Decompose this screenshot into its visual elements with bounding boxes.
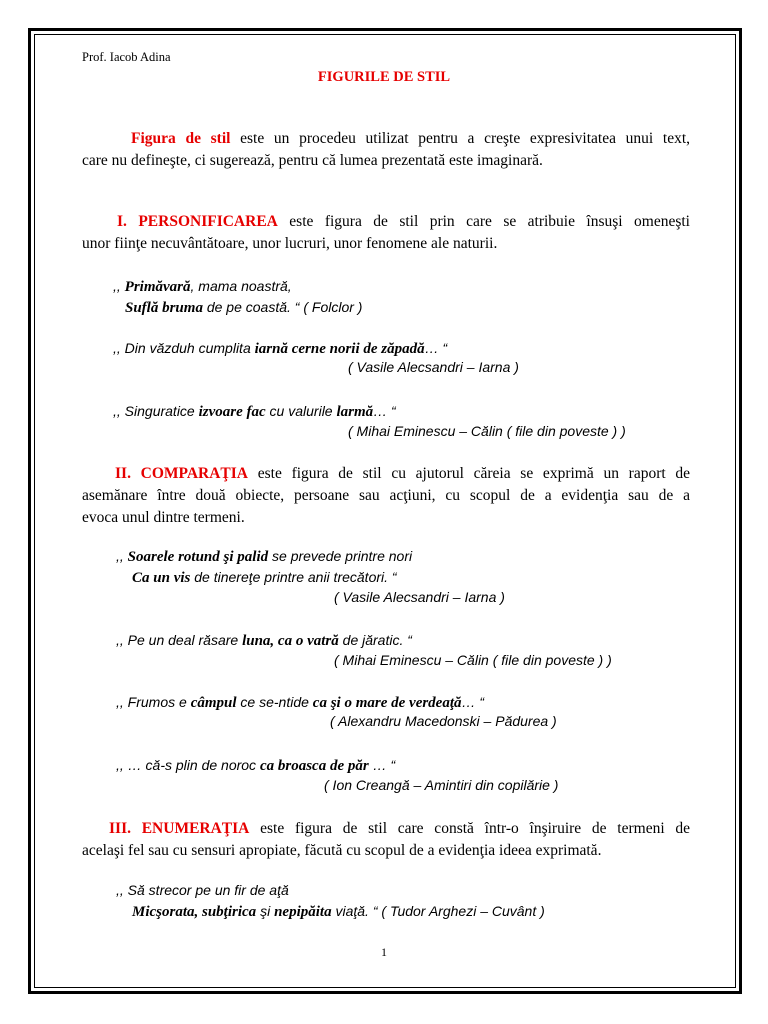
intro-line2: care nu defineşte, ci sugerează, pentru că lumea prezentată este imaginară. [82, 152, 543, 169]
example-2-3-source: ( Alexandru Macedonski – Pădurea ) [330, 713, 557, 729]
section1-line1: este figura de stil prin care se atribuie însuşi omeneşti [289, 213, 690, 230]
example-1-2: ,, Din văzduh cumplita iarnă cerne norii de zăpadă… “ [113, 340, 448, 357]
example-3-1: ,, Să strecor pe un fir de aţă [116, 882, 289, 898]
section2-line2: asemănare între două obiecte, persoane sau acţiuni, cu scopul de a evidenţia sau de a [82, 487, 690, 504]
example-1-2-source: ( Vasile Alecsandri – Iarna ) [348, 359, 519, 375]
section2-line1: este figura de stil cu ajutorul căreia se exprimă un raport de [257, 465, 691, 482]
section-comparatia [82, 463, 690, 529]
example-1-3: ,, Singuratice izvoare fac cu valurile larmă… “ [113, 403, 396, 420]
example-2-1: ,, Soarele rotund şi palid se prevede printre nori [116, 548, 413, 565]
example-1-1: ,, Primăvară, mama noastră, [113, 278, 292, 295]
page-title: FIGURILE DE STIL [317, 69, 451, 85]
example-3-1-line2: Micşorata, subţirica şi nepipăita viaţă. “ ( Tudor Arghezi – Cuvânt ) [132, 903, 545, 920]
example-2-4-source: ( Ion Creangă – Amintiri din copilărie ) [324, 777, 559, 793]
author-name: Prof. Iacob Adina [82, 50, 171, 64]
section3-line2: acelaşi fel sau cu sensuri apropiate, făcută cu scopul de a evidenţia ideea exprimată. [82, 842, 602, 859]
example-2-1-source: ( Vasile Alecsandri – Iarna ) [334, 589, 505, 605]
section3-line1: este figura de stil care constă într-o înşiruire de termeni de [260, 820, 690, 837]
page-number: 1 [381, 945, 387, 959]
intro-paragraph [82, 128, 690, 172]
example-2-2-source: ( Mihai Eminescu – Călin ( file din poveste ) ) [334, 652, 612, 668]
example-2-4: ,, … că-s plin de noroc ca broasca de păr … “ [116, 757, 396, 774]
section2-line3: evoca unul dintre termeni. [82, 509, 245, 526]
section3-heading: III. ENUMERAŢIA [109, 820, 250, 837]
example-1-1-line2: Suflă bruma de pe coastă. “ ( Folclor ) [125, 299, 363, 316]
example-2-3: ,, Frumos e câmpul ce se-ntide ca şi o mare de verdeaţă… “ [116, 694, 485, 711]
section-personificarea [82, 211, 690, 255]
intro-term: Figura de stil [131, 130, 231, 147]
example-1-3-source: ( Mihai Eminescu – Călin ( file din poveste ) ) [348, 423, 626, 439]
section1-heading: I. PERSONIFICAREA [117, 213, 278, 230]
intro-line1: este un procedeu utilizat pentru a creşte expresivitatea unui text, [240, 130, 691, 147]
example-2-1-line2: Ca un vis de tinereţe printre anii trecători. “ [132, 569, 397, 586]
section1-line2: unor fiinţe necuvântătoare, unor lucruri, unor fenomene ale naturii. [82, 235, 498, 252]
section-enumeratia [82, 818, 690, 862]
example-2-2: ,, Pe un deal răsare luna, ca o vatră de jăratic. “ [116, 632, 412, 649]
section2-heading: II. COMPARAŢIA [115, 465, 249, 482]
